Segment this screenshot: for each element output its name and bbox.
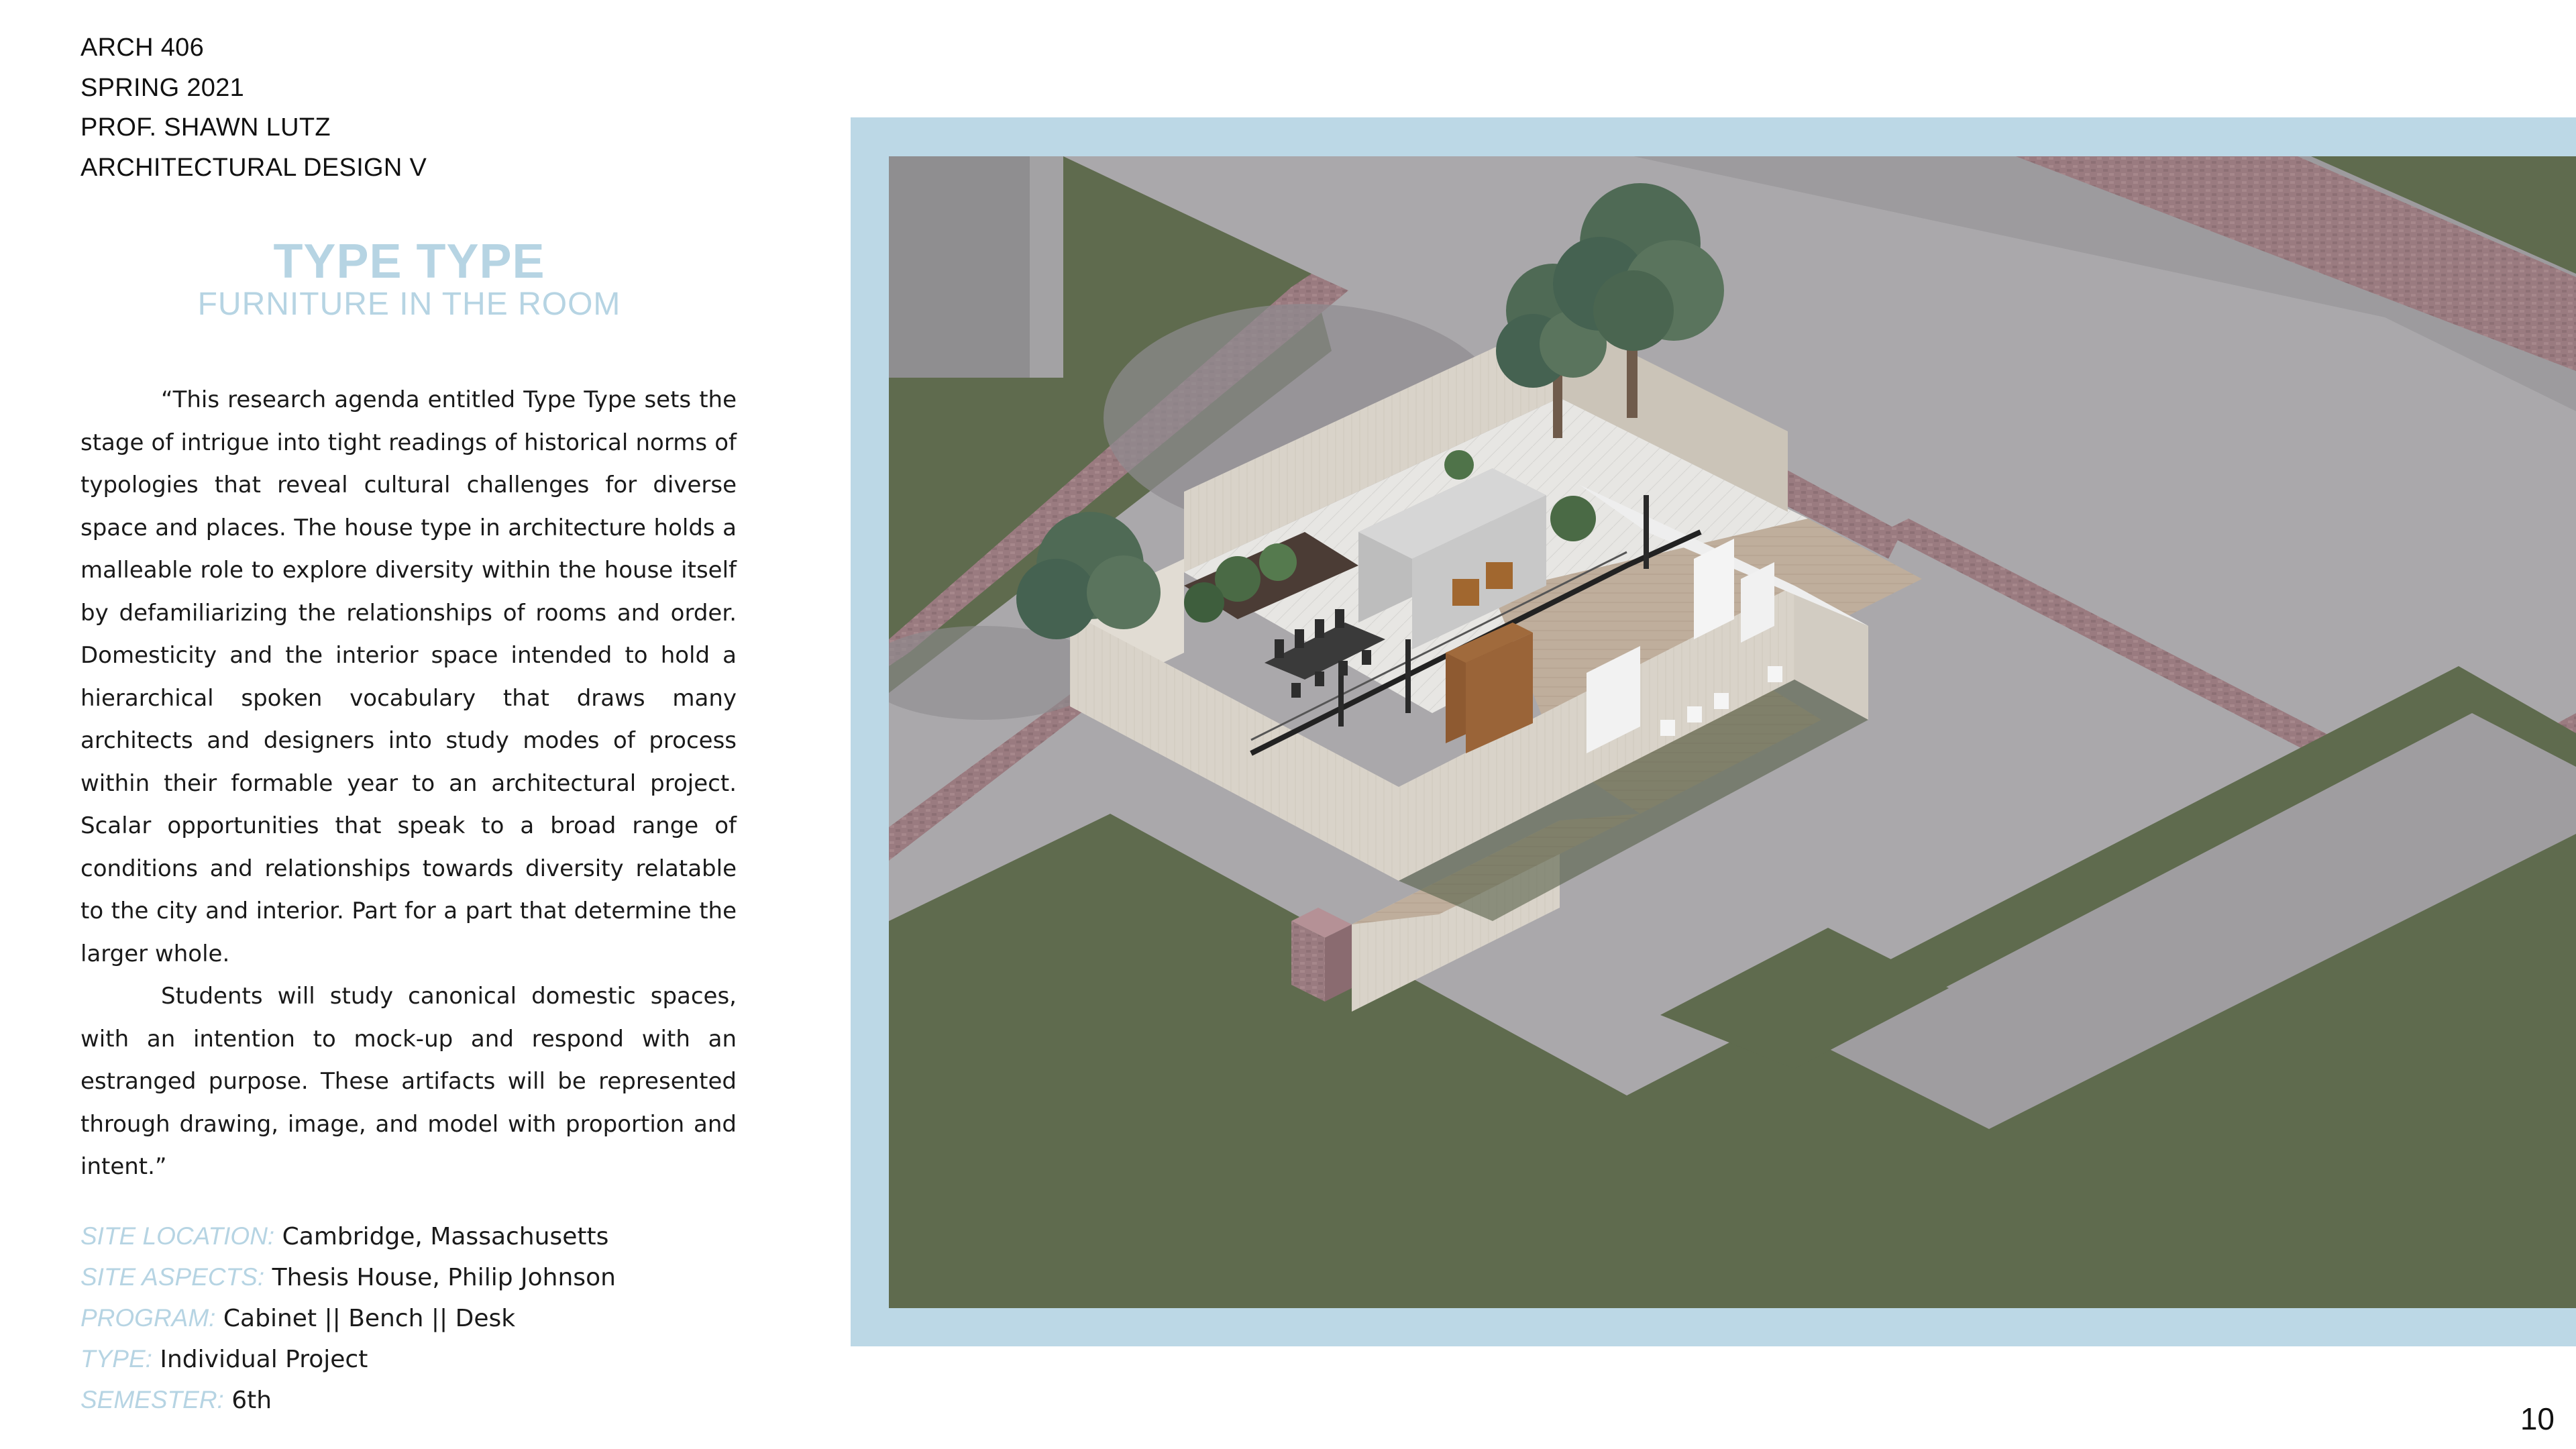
spec-program [80,1298,751,1339]
spec-site-location [80,1216,751,1257]
spec-value: Individual Project [160,1346,368,1373]
spec-label: SITE LOCATION: [80,1222,275,1250]
project-description [80,379,737,1189]
cabinet [1486,562,1513,589]
spec-label: TYPE: [80,1345,152,1373]
course-term: SPRING 2021 [80,73,245,102]
spec-semester [80,1380,751,1421]
project-title: TYPE TYPE [273,235,545,288]
axonometric-render [889,156,2576,1308]
window [1768,666,1782,682]
course-professor: PROF. SHAWN LUTZ [80,113,331,142]
spec-type [80,1339,751,1380]
spec-value: Cambridge, Massachusetts [282,1223,609,1250]
spec-value: Cabinet || Bench || Desk [223,1305,516,1332]
course-info [80,28,751,188]
project-specs [80,1216,751,1421]
project-subtitle: FURNITURE IN THE ROOM [197,286,621,322]
project-heading [80,233,738,323]
spec-label: SITE ASPECTS: [80,1263,265,1291]
cabinet [1452,579,1479,606]
course-name: ARCHITECTURAL DESIGN V [80,153,427,182]
page-number: 10 [2520,1401,2555,1436]
window [1714,693,1729,709]
course-code: ARCH 406 [80,34,205,62]
spec-value: Thesis House, Philip Johnson [272,1264,616,1291]
site-axonometric-image [889,156,2576,1308]
spec-value: 6th [231,1387,272,1414]
spec-site-aspects [80,1257,751,1298]
window [1687,706,1702,722]
description-paragraph-1: “This research agenda entitled Type Type sets the stage of intrigue into tight readings of historical norms of typologies that reveal cultural challenges for diverse space and places. The house type in architecture holds a malleable role to explore diversity within the house itself by defamiliarizing the relationships of rooms and order. Domesticity and the interior space intended to hold a hierarchical spoken vocabulary that draws many architects and designers into study modes of process within their formable year to an architectural project. Scalar opportunities that speak to a broad range of conditions and relationships towards diversity relatable to the city and interior. Part for a part that determine the larger whole. [80,386,737,967]
description-paragraph-2: Students will study canonical domestic spaces, with an intention to mock-up and respond with an estranged purpose. These artifacts will be represented through drawing, image, and model with proportion and intent.” [80,983,737,1180]
spec-label: SEMESTER: [80,1386,224,1413]
spec-label: PROGRAM: [80,1304,216,1332]
window [1660,720,1675,736]
